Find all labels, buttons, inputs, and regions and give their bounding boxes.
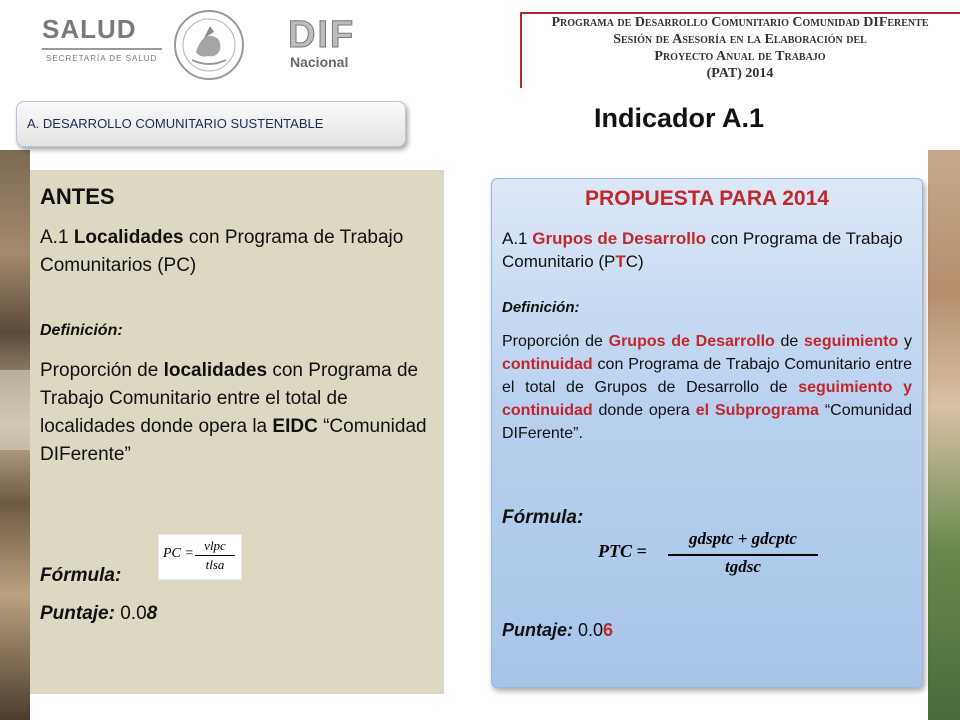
propuesta-score-digit: 6 — [603, 620, 614, 640]
salud-logo — [42, 12, 172, 72]
antes-score-label: Puntaje: — [40, 603, 115, 624]
header-divider — [520, 12, 522, 88]
program-title-line-4: (PAT) 2014 — [706, 66, 774, 81]
propuesta-indicator-middle: con Programa de Trabajo Comunitario (P — [502, 229, 903, 271]
program-title-line-2: Sesión de Asesoría en la Elaboración del — [613, 32, 867, 47]
propuesta-definition-highlight-3: continuidad — [502, 356, 593, 373]
salud-logo-text: SALUD — [42, 14, 137, 44]
propuesta-formula-fraction-bar — [668, 554, 818, 556]
propuesta-formula-numerator: gdsptc + gdcptc — [689, 529, 797, 548]
antes-definition-text-1: Proporción de — [40, 360, 164, 381]
propuesta-definition-highlight-5: el Subprograma — [695, 402, 819, 419]
propuesta-formula-lhs: PTC = — [598, 541, 647, 561]
program-title-line-1: Programa de Desarrollo Comunitario Comunidad DIFerente — [551, 15, 929, 30]
antes-definition-bold-2: EIDC — [272, 416, 318, 437]
slide-header — [0, 0, 960, 88]
salud-logo-subtitle: SECRETARÍA DE SALUD — [46, 54, 158, 63]
section-tag-label: A. DESARROLLO COMUNITARIO SUSTENTABLE — [27, 116, 324, 131]
program-title-line-3: Proyecto Anual de Trabajo — [654, 49, 826, 64]
antes-indicator-prefix: A.1 — [40, 227, 74, 248]
background-photo-right — [928, 150, 960, 720]
antes-indicator-keyword: Localidades — [73, 227, 184, 248]
propuesta-indicator-keyword: Grupos de Desarrollo — [532, 229, 707, 248]
propuesta-definition — [502, 330, 912, 445]
background-photo-left-highlight — [0, 370, 30, 450]
propuesta-indicator-prefix: A.1 — [502, 229, 533, 248]
antes-score-digit: 8 — [146, 603, 158, 624]
antes-definition-text-2: con Programa de Trabajo Comunitario entre el total de localidades donde opera la — [40, 360, 419, 437]
antes-formula-fraction — [193, 537, 237, 574]
program-title — [530, 14, 950, 82]
antes-indicator-rest: con Programa de Trabajo Comunitarios (PC) — [40, 227, 404, 276]
antes-score-value: 0.0 — [114, 603, 147, 624]
propuesta-definition-text-2: de — [774, 333, 805, 350]
propuesta-formula-label: Fórmula: — [502, 507, 584, 528]
propuesta-indicator-highlight: T — [615, 252, 626, 271]
antes-definition-text-3: “Comunidad DIFerente” — [40, 416, 427, 465]
propuesta-score-label: Puntaje: — [502, 620, 574, 640]
indicator-title: Indicador A.1 — [594, 103, 765, 133]
propuesta-score — [502, 620, 613, 641]
section-tag — [16, 101, 406, 147]
antes-formula-lhs: PC = — [163, 546, 194, 561]
propuesta-formula-denominator: tgdsc — [725, 557, 761, 576]
propuesta-panel — [491, 178, 923, 688]
propuesta-definition-text-6: “Comunidad DIFerente”. — [502, 402, 913, 442]
propuesta-definition-highlight-1: Grupos de Desarrollo — [608, 333, 775, 350]
dif-logo-subtitle: Nacional — [290, 54, 349, 70]
antes-formula-label: Fórmula: — [40, 565, 122, 586]
propuesta-indicator — [502, 227, 912, 273]
antes-definition-label: Definición: — [40, 322, 123, 339]
antes-indicator — [40, 224, 435, 280]
antes-score — [40, 603, 157, 625]
propuesta-definition-text-4: con Programa de Trabajo Comunitario entre el total de Grupos de Desarrollo de — [502, 356, 912, 396]
propuesta-indicator-end: C) — [625, 252, 644, 271]
antes-formula-denominator: tlsa — [205, 557, 225, 572]
antes-formula-numerator: vlpc — [204, 538, 226, 553]
propuesta-definition-text-1: Proporción de — [502, 333, 609, 350]
mexico-coat-of-arms-seal — [172, 8, 246, 82]
propuesta-definition-highlight-2: seguimiento — [804, 333, 899, 350]
propuesta-formula — [598, 529, 828, 579]
antes-formula-image — [158, 534, 242, 580]
antes-heading: ANTES — [40, 184, 115, 209]
propuesta-definition-text-3: y — [898, 333, 912, 350]
dif-nacional-logo — [288, 14, 358, 76]
propuesta-definition-text-5: donde opera — [592, 402, 696, 419]
dif-logo-text: DIF — [288, 14, 356, 56]
antes-definition-bold-1: localidades — [163, 360, 268, 381]
propuesta-definition-highlight-4: seguimiento y continuidad — [502, 379, 912, 419]
antes-panel — [30, 170, 444, 694]
propuesta-title: PROPUESTA PARA 2014 — [585, 187, 829, 210]
propuesta-score-value: 0.0 — [573, 620, 604, 640]
salud-logo-rule — [42, 48, 162, 50]
antes-definition — [40, 357, 435, 469]
propuesta-definition-label: Definición: — [502, 299, 580, 316]
